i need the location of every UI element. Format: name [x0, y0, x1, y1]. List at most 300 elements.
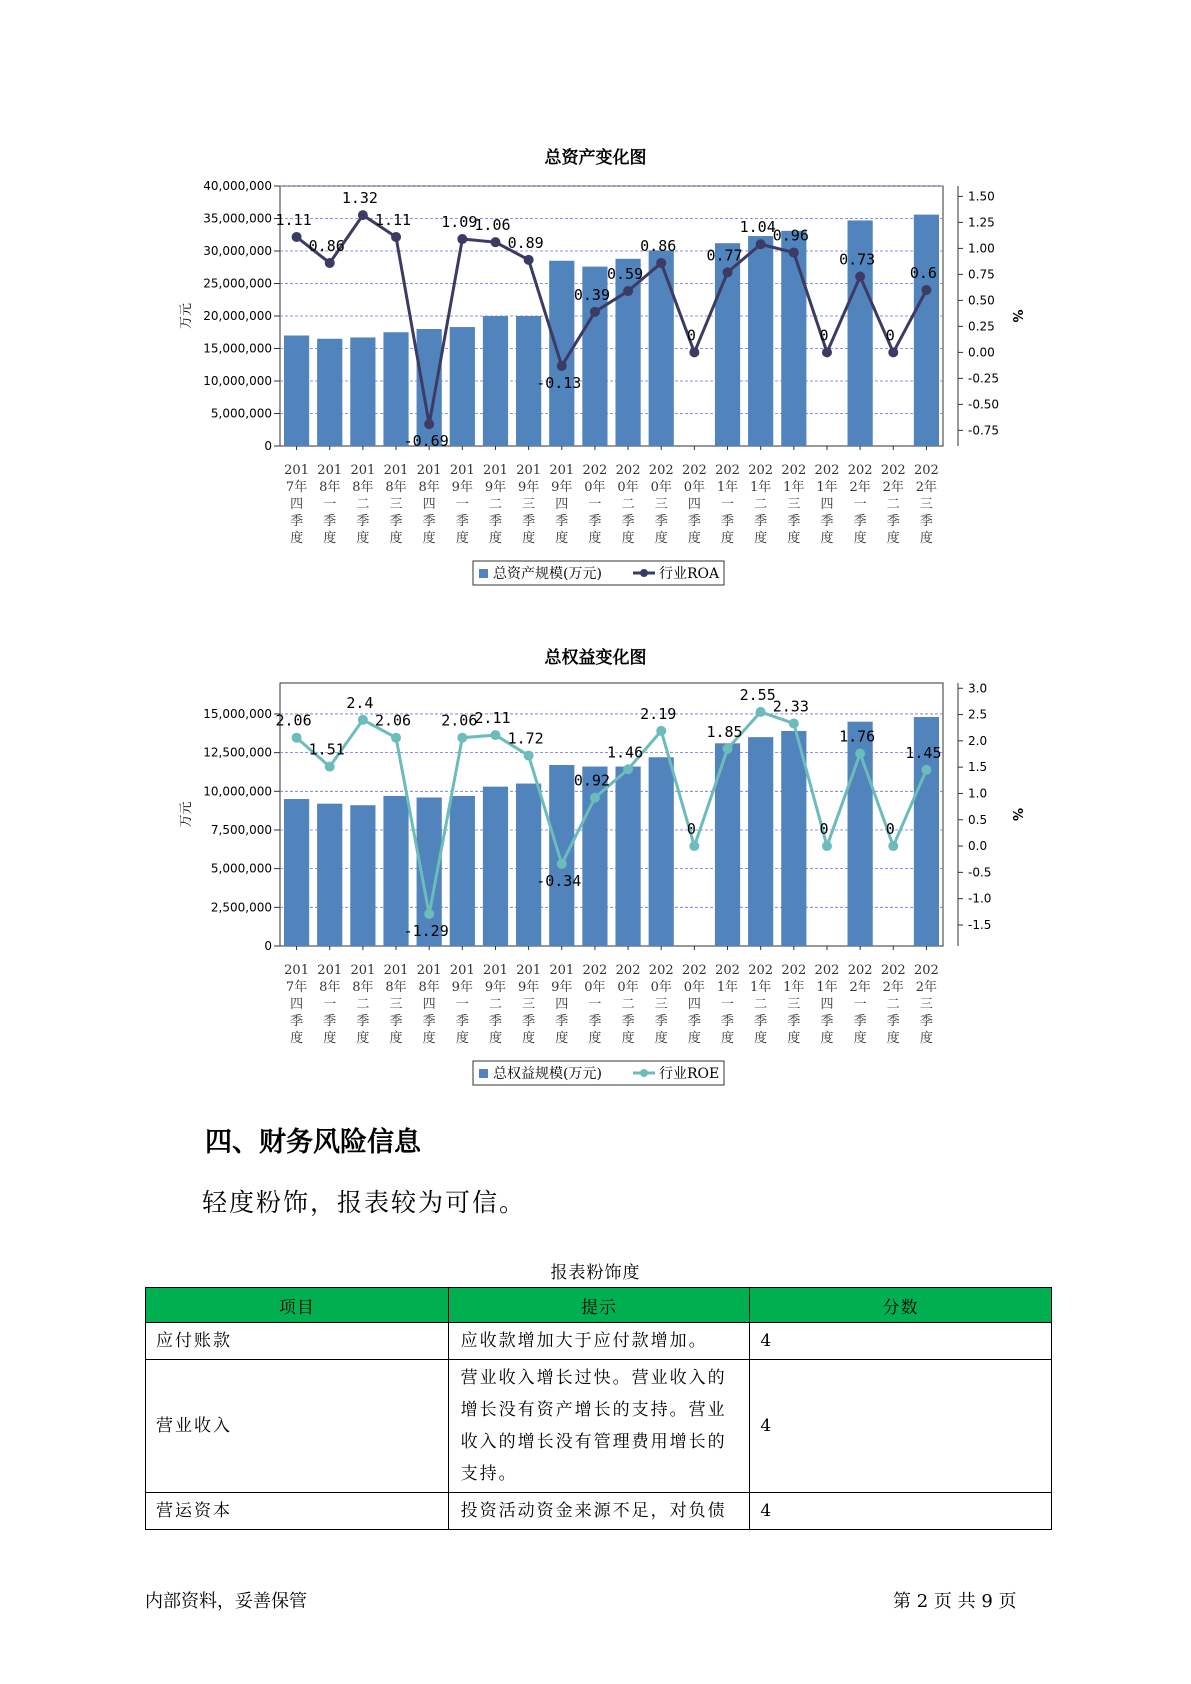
x-tick-label-line: 季: [721, 1014, 735, 1029]
x-tick-label-line: 度: [919, 531, 933, 546]
y2-tick-label: 2.5: [968, 707, 988, 722]
x-tick-label-line: 8年: [352, 480, 374, 495]
x-tick-label: [881, 963, 906, 1046]
x-tick-label-line: 201: [317, 463, 343, 478]
y2-axis-title: %: [1009, 807, 1024, 822]
y-tick-label: 15,000,000: [203, 706, 272, 721]
x-tick-label: [748, 463, 773, 546]
y2-tick-label: 0.25: [968, 319, 995, 334]
x-tick-label-line: 度: [290, 1031, 304, 1046]
line-point: [855, 271, 865, 281]
y2-tick-label: -0.75: [968, 423, 1000, 438]
line-point: [689, 347, 699, 357]
x-tick-label-line: 四: [820, 497, 834, 512]
line-point: [623, 286, 633, 296]
data-label: 1.76: [839, 727, 876, 746]
x-tick-label-line: 度: [323, 531, 337, 546]
x-tick-label-line: 度: [588, 1031, 602, 1046]
x-tick-label-line: 202: [914, 963, 939, 978]
x-tick-label-line: 四: [290, 497, 304, 512]
data-label: 1.11: [374, 210, 412, 229]
x-tick-label: [616, 963, 641, 1046]
x-tick-label: [914, 963, 939, 1046]
x-tick-label-line: 201: [350, 463, 376, 478]
x-tick-label-line: 度: [588, 531, 602, 546]
x-tick-label: [350, 463, 375, 546]
x-tick-label: [649, 963, 674, 1046]
line-point: [756, 707, 766, 717]
bar: [549, 765, 574, 946]
x-tick-label: [516, 463, 541, 546]
x-tick-label-line: 二: [886, 497, 900, 512]
x-tick-label-line: 202: [847, 963, 873, 978]
data-label: 0.77: [706, 246, 743, 265]
row-item: 营业收入: [146, 1360, 449, 1493]
y-tick-label: 15,000,000: [203, 341, 272, 356]
data-label: 1.11: [275, 210, 312, 229]
x-tick-label-line: 四: [820, 997, 834, 1012]
data-label: 0.86: [640, 236, 677, 255]
x-tick-label-line: 7年: [285, 480, 308, 495]
data-label: 1.09: [441, 213, 478, 232]
x-tick-label: [815, 963, 840, 1046]
bar: [483, 316, 508, 446]
x-tick-label-line: 四: [555, 497, 569, 512]
x-tick-label-line: 202: [914, 463, 939, 478]
x-tick-label-line: 度: [488, 531, 502, 546]
x-tick-label: [284, 963, 309, 1046]
row-tip: 应收款增加大于应付款增加。: [448, 1323, 750, 1360]
x-tick-label-line: 2年: [849, 980, 871, 995]
x-tick-label-line: 202: [715, 463, 740, 478]
y-tick-label: 30,000,000: [203, 244, 272, 258]
x-tick-label-line: 1年: [783, 980, 805, 995]
x-tick-label-line: 201: [483, 963, 508, 978]
x-tick-label-line: 0年: [683, 480, 706, 495]
x-tick-label-line: 0年: [584, 480, 606, 495]
x-tick-label: [549, 463, 574, 546]
data-label: 0.92: [573, 771, 610, 790]
x-tick-label-line: 季: [323, 514, 337, 529]
line-point: [888, 347, 898, 357]
x-tick-label-line: 季: [555, 1014, 569, 1029]
x-tick-label-line: 季: [754, 514, 768, 529]
line-point: [656, 258, 666, 268]
y2-tick-label: 1.50: [968, 189, 995, 204]
x-tick-label-line: 201: [416, 963, 442, 978]
x-tick-label-line: 度: [290, 531, 304, 546]
x-tick-label-line: 度: [820, 531, 834, 546]
x-tick-label-line: 二: [886, 997, 900, 1012]
data-label: 2.06: [374, 711, 412, 730]
bar: [350, 337, 375, 446]
y2-tick-label: 2.0: [968, 733, 988, 748]
bar: [781, 731, 806, 946]
chart-legend: [473, 1061, 724, 1085]
x-tick-label-line: 8年: [385, 480, 407, 495]
line-point: [723, 744, 733, 754]
x-tick-label-line: 度: [621, 531, 635, 546]
x-tick-label-line: 0年: [617, 480, 639, 495]
data-label: 1.04: [739, 218, 776, 237]
bar: [284, 336, 309, 447]
x-tick-label-line: 8年: [418, 980, 440, 995]
x-tick-label-line: 201: [449, 463, 475, 478]
x-tick-label: [815, 463, 840, 546]
x-tick-label-line: 9年: [517, 480, 540, 495]
x-tick-label: [715, 963, 740, 1046]
bar: [748, 236, 773, 446]
x-tick-label-line: 四: [422, 997, 436, 1012]
x-tick-label-line: 201: [483, 463, 508, 478]
x-tick-label-line: 度: [488, 1031, 502, 1046]
x-tick-label-line: 8年: [352, 980, 374, 995]
x-tick-label-line: 度: [654, 531, 668, 546]
x-tick-label-line: 202: [615, 963, 641, 978]
x-tick-label-line: 季: [522, 514, 536, 529]
x-tick-label-line: 度: [522, 1031, 536, 1046]
bar: [450, 327, 475, 446]
x-tick-label-line: 二: [488, 997, 502, 1012]
x-tick-label: [682, 963, 707, 1046]
x-tick-label: [350, 963, 375, 1046]
x-tick-label: [450, 463, 475, 546]
data-label: -1.29: [403, 921, 449, 940]
x-tick-label-line: 季: [621, 514, 635, 529]
x-tick-label-line: 201: [317, 963, 343, 978]
x-tick-label: [682, 463, 707, 546]
x-tick-label-line: 三: [389, 497, 403, 512]
line-point: [822, 841, 832, 851]
table-caption: 报表粉饰度: [550, 1263, 641, 1283]
chart2-title: 总权益变化图: [544, 648, 647, 668]
row-tip: 投资活动资金来源不足，对负债: [448, 1493, 750, 1530]
x-tick-label-line: 度: [621, 1031, 635, 1046]
y-tick-label: 5,000,000: [210, 406, 272, 421]
x-tick-label-line: 202: [681, 463, 707, 478]
x-tick-label: [616, 463, 641, 546]
line-point: [457, 733, 467, 743]
line-point: [292, 232, 302, 242]
x-tick-label-line: 202: [615, 463, 641, 478]
y2-tick-label: 3.0: [968, 681, 988, 696]
x-tick-label-line: 季: [323, 1014, 337, 1029]
line-point: [822, 347, 832, 357]
x-tick-label-line: 度: [886, 1031, 900, 1046]
data-label: 0.96: [772, 226, 809, 245]
x-tick-label-line: 201: [449, 963, 475, 978]
x-tick-label-line: 202: [748, 963, 774, 978]
x-tick-label-line: 201: [284, 963, 309, 978]
x-tick-label-line: 季: [919, 514, 933, 529]
x-tick-label-line: 一: [323, 997, 337, 1012]
x-tick-label: [549, 963, 574, 1046]
line-point: [524, 751, 534, 761]
x-tick-label-line: 度: [555, 1031, 569, 1046]
x-tick-label-line: 1年: [816, 480, 838, 495]
line-point: [424, 419, 434, 429]
x-tick-label-line: 202: [781, 963, 807, 978]
table-row: [146, 1323, 1052, 1360]
x-tick-label-line: 三: [787, 497, 801, 512]
y2-tick-label: -0.5: [968, 865, 992, 880]
data-label: 2.11: [474, 709, 511, 728]
x-tick-label-line: 202: [847, 463, 873, 478]
x-tick-label-line: 一: [588, 497, 602, 512]
line-point: [623, 764, 633, 774]
x-tick-label: [317, 463, 342, 546]
x-tick-label: [516, 963, 541, 1046]
line-point: [921, 285, 931, 295]
bar: [649, 757, 674, 946]
x-tick-label-line: 三: [787, 997, 801, 1012]
x-tick-label-line: 8年: [319, 980, 341, 995]
header-score: 分数: [750, 1288, 1052, 1323]
line-point: [789, 719, 799, 729]
legend-bar-swatch: [479, 569, 488, 578]
y2-tick-label: -0.50: [968, 397, 1000, 412]
line-point: [888, 841, 898, 851]
line-point: [325, 762, 335, 772]
row-score: 4: [750, 1493, 1052, 1530]
x-tick-label-line: 三: [919, 997, 933, 1012]
x-tick-label-line: 季: [687, 514, 701, 529]
chart1-title: 总资产变化图: [544, 148, 647, 168]
line-point: [590, 793, 600, 803]
x-tick-label-line: 度: [721, 1031, 735, 1046]
x-tick-label-line: 8年: [385, 980, 407, 995]
x-tick-label-line: 度: [919, 1031, 933, 1046]
x-tick-label-line: 三: [522, 997, 536, 1012]
y2-tick-label: 0.0: [968, 839, 988, 854]
x-tick-label-line: 四: [687, 997, 701, 1012]
x-tick-label-line: 三: [919, 497, 933, 512]
x-tick-label-line: 度: [555, 531, 569, 546]
y-tick-label: 10,000,000: [203, 374, 272, 388]
data-label: 0.73: [839, 250, 876, 269]
x-tick-label-line: 度: [687, 531, 701, 546]
x-tick-label-line: 202: [582, 463, 608, 478]
x-tick-label-line: 一: [588, 997, 602, 1012]
x-tick-label-line: 度: [754, 531, 768, 546]
x-tick-label-line: 度: [687, 1031, 701, 1046]
x-tick-label-line: 度: [422, 1031, 436, 1046]
data-label: -0.69: [403, 432, 449, 451]
line-point: [391, 733, 401, 743]
x-tick-label-line: 度: [853, 531, 867, 546]
x-tick-label: [881, 463, 906, 546]
data-label: 2.55: [739, 685, 776, 704]
x-tick-label-line: 度: [787, 1031, 801, 1046]
bar: [649, 250, 674, 446]
line-point: [424, 909, 434, 919]
y2-tick-label: 1.0: [968, 786, 988, 801]
x-tick-label-line: 1年: [750, 980, 772, 995]
x-tick-label: [781, 963, 806, 1046]
legend-line-marker: [640, 569, 648, 577]
x-tick-label-line: 2年: [849, 480, 871, 495]
x-tick-label-line: 202: [748, 463, 774, 478]
x-tick-label-line: 一: [323, 497, 337, 512]
y-tick-label: 35,000,000: [203, 211, 272, 226]
y-tick-label: 5,000,000: [210, 861, 272, 876]
x-tick-label-line: 度: [886, 531, 900, 546]
x-tick-label-line: 2年: [882, 480, 904, 495]
line-point: [557, 859, 567, 869]
x-tick-label-line: 度: [820, 1031, 834, 1046]
chart-legend: [473, 561, 724, 585]
x-tick-label-line: 季: [389, 514, 403, 529]
x-tick-label-line: 二: [754, 497, 768, 512]
legend-bar-swatch: [479, 1069, 488, 1078]
x-tick-label-line: 9年: [484, 980, 507, 995]
bar: [350, 805, 375, 946]
y2-tick-label: -1.0: [968, 891, 992, 906]
line-point: [855, 748, 865, 758]
x-tick-label-line: 202: [582, 963, 608, 978]
line-point: [756, 239, 766, 249]
row-score: 4: [750, 1323, 1052, 1360]
bar: [483, 787, 508, 946]
line-point: [789, 248, 799, 258]
x-tick-label-line: 季: [555, 514, 569, 529]
x-tick-label-line: 9年: [551, 480, 573, 495]
x-tick-label-line: 四: [555, 997, 569, 1012]
data-label: -0.13: [536, 373, 582, 392]
x-tick-label: [417, 463, 442, 546]
x-tick-label-line: 0年: [683, 980, 706, 995]
x-tick-label-line: 一: [853, 997, 867, 1012]
line-point: [325, 258, 335, 268]
x-tick-label-line: 季: [588, 514, 602, 529]
x-tick-label-line: 季: [721, 514, 735, 529]
x-tick-label-line: 季: [754, 1014, 768, 1029]
y-tick-label: 40,000,000: [203, 179, 272, 193]
x-tick-label-line: 一: [721, 997, 735, 1012]
x-tick-label-line: 度: [522, 531, 536, 546]
legend-line-label: 行业ROA: [659, 566, 720, 582]
x-tick-label-line: 季: [356, 1014, 370, 1029]
data-label: 0: [885, 326, 895, 345]
y2-tick-label: -1.5: [968, 917, 992, 932]
bar: [615, 767, 640, 946]
x-tick-label-line: 202: [715, 963, 740, 978]
data-label: 2.33: [772, 697, 809, 716]
row-item: 营运资本: [146, 1493, 449, 1530]
y2-tick-label: 1.5: [968, 760, 988, 775]
x-tick-label: [384, 463, 409, 546]
x-tick-label: [781, 463, 806, 546]
y-tick-label: 12,500,000: [203, 745, 272, 760]
table-row: [146, 1493, 1052, 1530]
x-tick-label-line: 季: [787, 1014, 801, 1029]
x-tick-label-line: 8年: [319, 480, 341, 495]
x-tick-label-line: 202: [880, 463, 906, 478]
legend-line-label: 行业ROE: [659, 1066, 720, 1082]
data-label: 1.32: [341, 189, 378, 208]
x-tick-label-line: 季: [820, 514, 834, 529]
table-row: [146, 1360, 1052, 1493]
x-tick-label-line: 度: [455, 1031, 469, 1046]
x-tick-label-line: 1年: [716, 480, 739, 495]
x-tick-label-line: 季: [290, 514, 304, 529]
x-tick-label-line: 四: [687, 497, 701, 512]
x-tick-label-line: 202: [648, 463, 674, 478]
x-tick-label-line: 度: [422, 531, 436, 546]
x-tick-label: [914, 463, 939, 546]
x-tick-label-line: 201: [284, 463, 309, 478]
header-item: 项目: [146, 1288, 449, 1323]
bar: [914, 215, 939, 446]
y2-tick-label: 0.50: [968, 293, 995, 308]
line-point: [557, 361, 567, 371]
x-tick-label-line: 度: [787, 531, 801, 546]
x-tick-label-line: 201: [350, 963, 376, 978]
x-tick-label-line: 季: [356, 514, 370, 529]
x-tick-label-line: 9年: [551, 980, 573, 995]
data-label: 1.06: [474, 216, 511, 235]
bar: [317, 804, 342, 946]
x-tick-label-line: 二: [754, 997, 768, 1012]
x-tick-label-line: 202: [814, 463, 840, 478]
x-tick-label-line: 季: [422, 514, 436, 529]
y-tick-label: 20,000,000: [203, 309, 272, 323]
x-tick-label-line: 201: [549, 463, 575, 478]
footer-page-number: 第 2 页 共 9 页: [893, 1591, 1017, 1612]
x-tick-label-line: 202: [814, 963, 840, 978]
data-label: 0: [686, 326, 696, 345]
data-label: 2.06: [441, 711, 478, 730]
x-tick-label-line: 季: [422, 1014, 436, 1029]
line-point: [358, 715, 368, 725]
x-tick-label-line: 季: [621, 1014, 635, 1029]
y-tick-label: 25,000,000: [203, 276, 272, 291]
x-tick-label-line: 0年: [617, 980, 639, 995]
bar: [284, 799, 309, 946]
x-tick-label: [715, 463, 740, 546]
x-tick-label-line: 0年: [650, 480, 672, 495]
x-tick-label-line: 7年: [285, 980, 308, 995]
data-label: 0.86: [308, 236, 345, 255]
x-tick-label-line: 1年: [750, 480, 772, 495]
x-tick-label-line: 201: [383, 963, 409, 978]
x-tick-label: [483, 463, 508, 546]
x-tick-label-line: 202: [648, 963, 674, 978]
x-tick-label: [417, 963, 442, 1046]
y2-tick-label: 0.75: [968, 267, 995, 282]
line-point: [292, 733, 302, 743]
x-tick-label: [748, 963, 773, 1046]
x-tick-label: [450, 963, 475, 1046]
x-tick-label-line: 度: [654, 1031, 668, 1046]
legend-bar-label: 总资产规模(万元): [493, 566, 602, 582]
x-tick-label-line: 季: [687, 1014, 701, 1029]
x-tick-label: [848, 463, 873, 546]
x-tick-label-line: 度: [356, 1031, 370, 1046]
x-tick-label-line: 1年: [716, 980, 739, 995]
x-tick-label: [483, 963, 508, 1046]
row-score: 4: [750, 1360, 1052, 1493]
x-tick-label-line: 季: [654, 1014, 668, 1029]
x-tick-label-line: 一: [455, 497, 469, 512]
section-body: 轻度粉饰，报表较为可信。: [202, 1188, 527, 1217]
x-tick-label-line: 四: [422, 497, 436, 512]
data-label: 2.06: [275, 711, 312, 730]
table-header-row: [146, 1288, 1052, 1323]
data-label: 1.45: [905, 743, 942, 762]
x-tick-label-line: 季: [787, 514, 801, 529]
line-point: [490, 730, 500, 740]
